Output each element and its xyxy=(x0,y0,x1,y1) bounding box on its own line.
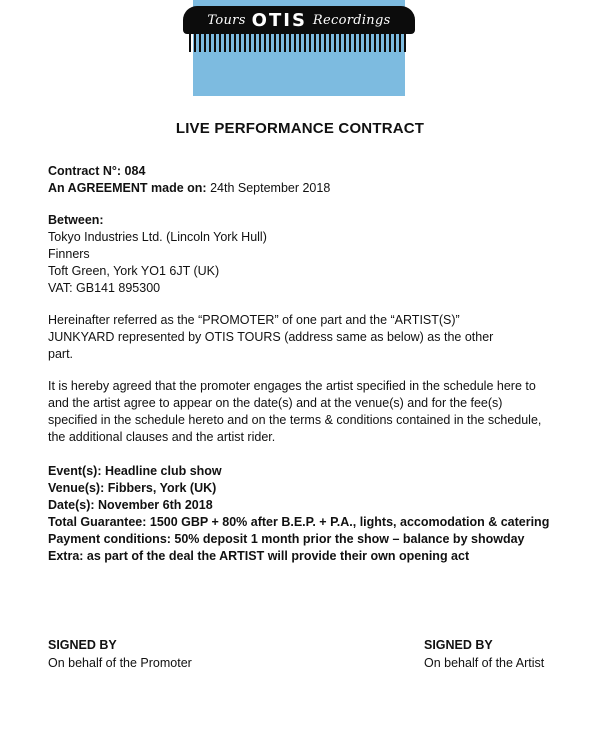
otis-logo xyxy=(171,0,427,96)
schedule-date: Date(s): November 6th 2018 xyxy=(48,498,213,512)
schedule-payment: Payment conditions: 50% deposit 1 month prior the show – balance by showday xyxy=(48,532,525,546)
logo-tours: Tours xyxy=(207,12,246,28)
contract-number-label: Contract N°: xyxy=(48,164,122,178)
contract-header xyxy=(48,163,568,197)
artist-signed-by: SIGNED BY xyxy=(424,638,493,652)
agreement-date xyxy=(48,180,568,197)
comb-icon xyxy=(183,6,415,34)
between-line: Finners xyxy=(48,247,90,261)
schedule-guarantee: Total Guarantee: 1500 GBP + 80% after B.E.P. + P.A., lights, accomodation & catering xyxy=(48,515,550,529)
schedule-venue: Venue(s): Fibbers, York (UK) xyxy=(48,481,217,495)
schedule-section xyxy=(48,463,588,565)
logo-brand: OTIS xyxy=(251,9,307,31)
schedule-event: Event(s): Headline club show xyxy=(48,464,222,478)
comb-teeth xyxy=(189,32,409,52)
artist-signature xyxy=(424,636,544,672)
logo-recordings: Recordings xyxy=(312,12,391,28)
between-line: Toft Green, York YO1 6JT (UK) xyxy=(48,264,220,278)
contract-number xyxy=(48,163,568,180)
agreement-paragraph: It is hereby agreed that the promoter engages the artist specified in the schedule here to and the artist agree to appear on the date(s) and at the venue(s) and for the fee(s) specified in the schedule hereto and on the terms & conditions contained in the schedule, the additional clauses and the artist rider. xyxy=(48,379,542,444)
agreement-label: An AGREEMENT made on: xyxy=(48,181,207,195)
schedule-extra: Extra: as part of the deal the ARTIST will provide their own opening act xyxy=(48,549,470,563)
between-line: Tokyo Industries Ltd. (Lincoln York Hull) xyxy=(48,230,267,244)
promoter-signature xyxy=(48,636,192,672)
between-line: VAT: GB141 895300 xyxy=(48,281,161,295)
between-section xyxy=(48,212,568,297)
promoter-signed-by: SIGNED BY xyxy=(48,638,117,652)
promoter-behalf: On behalf of the Promoter xyxy=(48,656,192,670)
artist-behalf: On behalf of the Artist xyxy=(424,656,545,670)
agreement-date-value: 24th September 2018 xyxy=(210,181,331,195)
between-label: Between: xyxy=(48,213,104,227)
contract-number-value: 084 xyxy=(124,164,146,178)
document-title: LIVE PERFORMANCE CONTRACT xyxy=(175,120,425,137)
parties-paragraph: Hereinafter referred as the “PROMOTER” of one part and the “ARTIST(S)” JUNKYARD represented by OTIS TOURS (address same as below) as the other part. xyxy=(48,313,494,361)
